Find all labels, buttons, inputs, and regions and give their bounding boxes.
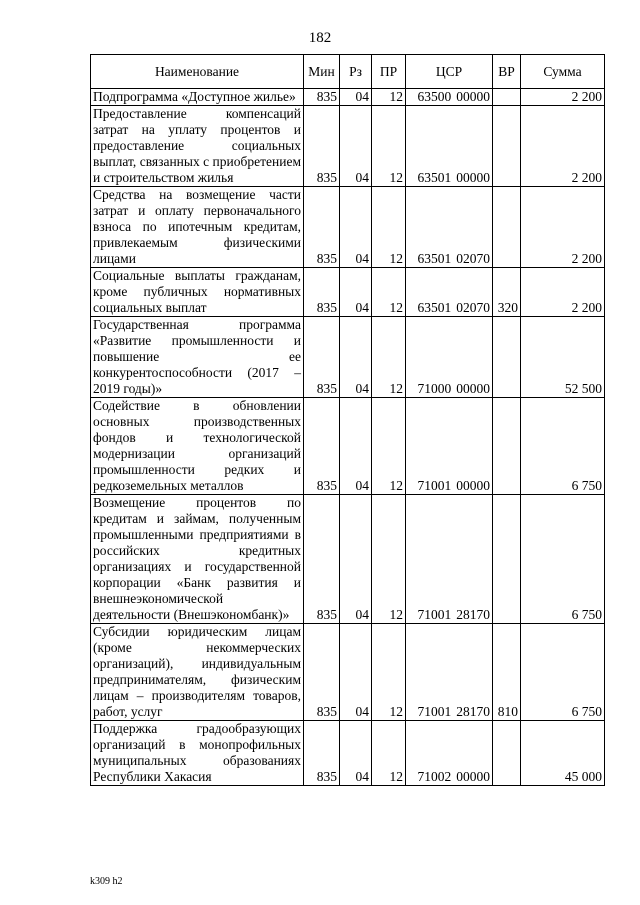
row-sum: 2 200	[521, 187, 605, 268]
row-sum: 2 200	[521, 89, 605, 106]
csr-part-a: 63501	[417, 300, 452, 315]
header-csr: ЦСР	[406, 55, 493, 89]
row-min: 835	[304, 398, 340, 495]
row-csr	[406, 268, 493, 317]
table-header-row	[91, 55, 605, 89]
row-vr	[493, 317, 521, 398]
csr-part-a: 63501	[417, 170, 452, 185]
csr-part-b: 00000	[456, 769, 490, 784]
header-rz: Рз	[340, 55, 372, 89]
csr-part-a: 63500	[417, 89, 452, 104]
row-csr	[406, 187, 493, 268]
csr-part-a: 71001	[417, 704, 452, 719]
row-min: 835	[304, 495, 340, 624]
csr-part-b: 02070	[456, 300, 490, 315]
row-name: Социальные выплаты гражданам, кроме публичных нормативных социальных выплат	[91, 268, 304, 317]
table-row	[91, 317, 605, 398]
row-csr	[406, 106, 493, 187]
row-name: Содействие в обновлении основных производственных фондов и технологической модернизации организаций промышленности редких и редкоземельных металлов	[91, 398, 304, 495]
table-row	[91, 268, 605, 317]
row-vr	[493, 721, 521, 786]
page-number: 182	[308, 30, 332, 46]
table-row	[91, 495, 605, 624]
row-pr: 12	[372, 187, 406, 268]
table-row	[91, 89, 605, 106]
row-csr	[406, 721, 493, 786]
row-rz: 04	[340, 624, 372, 721]
row-pr: 12	[372, 106, 406, 187]
row-rz: 04	[340, 317, 372, 398]
table-row	[91, 398, 605, 495]
row-pr: 12	[372, 89, 406, 106]
row-sum: 6 750	[521, 398, 605, 495]
row-csr	[406, 398, 493, 495]
row-name: Подпрограмма «Доступное жилье»	[91, 89, 304, 106]
csr-part-a: 63501	[417, 251, 452, 266]
csr-part-b: 28170	[456, 704, 490, 719]
row-rz: 04	[340, 187, 372, 268]
csr-part-b: 02070	[456, 251, 490, 266]
csr-part-a: 71001	[417, 478, 452, 493]
header-vr: ВР	[493, 55, 521, 89]
row-min: 835	[304, 624, 340, 721]
csr-part-b: 00000	[456, 170, 490, 185]
row-vr	[493, 495, 521, 624]
row-name: Государственная программа «Развитие промышленности и повышение ее конкурентоспособности (2017 – 2019 годы)»	[91, 317, 304, 398]
row-sum: 6 750	[521, 624, 605, 721]
header-sum: Сумма	[521, 55, 605, 89]
row-pr: 12	[372, 495, 406, 624]
row-vr	[493, 398, 521, 495]
table-row	[91, 106, 605, 187]
budget-table	[90, 54, 605, 786]
row-name: Поддержка градообразующих организаций в монопрофильных муниципальных образованиях Республики Хакасия	[91, 721, 304, 786]
row-pr: 12	[372, 721, 406, 786]
row-rz: 04	[340, 721, 372, 786]
header-pr: ПР	[372, 55, 406, 89]
header-name: Наименование	[91, 55, 304, 89]
csr-part-b: 00000	[456, 381, 490, 396]
row-sum: 6 750	[521, 495, 605, 624]
row-min: 835	[304, 317, 340, 398]
row-min: 835	[304, 721, 340, 786]
row-rz: 04	[340, 268, 372, 317]
row-csr	[406, 89, 493, 106]
row-pr: 12	[372, 624, 406, 721]
row-vr	[493, 187, 521, 268]
row-name: Средства на возмещение части затрат и оплату первоначального взноса по ипотечным кредитам, привлекаемым физическими лицами	[91, 187, 304, 268]
table-row	[91, 721, 605, 786]
row-sum: 52 500	[521, 317, 605, 398]
row-rz: 04	[340, 89, 372, 106]
row-rz: 04	[340, 495, 372, 624]
row-min: 835	[304, 268, 340, 317]
row-min: 835	[304, 106, 340, 187]
row-name: Предоставление компенсаций затрат на уплату процентов и предоставление социальных выплат, связанных с приобретением и строительством жилья	[91, 106, 304, 187]
row-vr: 320	[493, 268, 521, 317]
row-sum: 2 200	[521, 106, 605, 187]
csr-part-b: 28170	[456, 607, 490, 622]
csr-part-a: 71002	[417, 769, 452, 784]
row-vr	[493, 106, 521, 187]
row-min: 835	[304, 89, 340, 106]
table-row	[91, 187, 605, 268]
table-row	[91, 624, 605, 721]
row-sum: 2 200	[521, 268, 605, 317]
row-rz: 04	[340, 398, 372, 495]
row-name: Субсидии юридическим лицам (кроме некоммерческих организаций), индивидуальным предпринимателям, физическим лицам – производителям товаров, работ, услуг	[91, 624, 304, 721]
row-sum: 45 000	[521, 721, 605, 786]
row-name: Возмещение процентов по кредитам и займам, полученным промышленными предприятиями в российских кредитных организациях и государственной корпорации «Банк развития и внешнеэкономической деятельности (Внешэкономбанк)»	[91, 495, 304, 624]
row-vr	[493, 89, 521, 106]
row-pr: 12	[372, 317, 406, 398]
row-rz: 04	[340, 106, 372, 187]
row-min: 835	[304, 187, 340, 268]
row-csr	[406, 495, 493, 624]
csr-part-b: 00000	[456, 478, 490, 493]
row-vr: 810	[493, 624, 521, 721]
header-min: Мин	[304, 55, 340, 89]
csr-part-a: 71001	[417, 607, 452, 622]
footer-code: k309 h2	[90, 876, 123, 887]
row-csr	[406, 624, 493, 721]
row-pr: 12	[372, 398, 406, 495]
csr-part-a: 71000	[417, 381, 452, 396]
row-csr	[406, 317, 493, 398]
row-pr: 12	[372, 268, 406, 317]
csr-part-b: 00000	[456, 89, 490, 104]
